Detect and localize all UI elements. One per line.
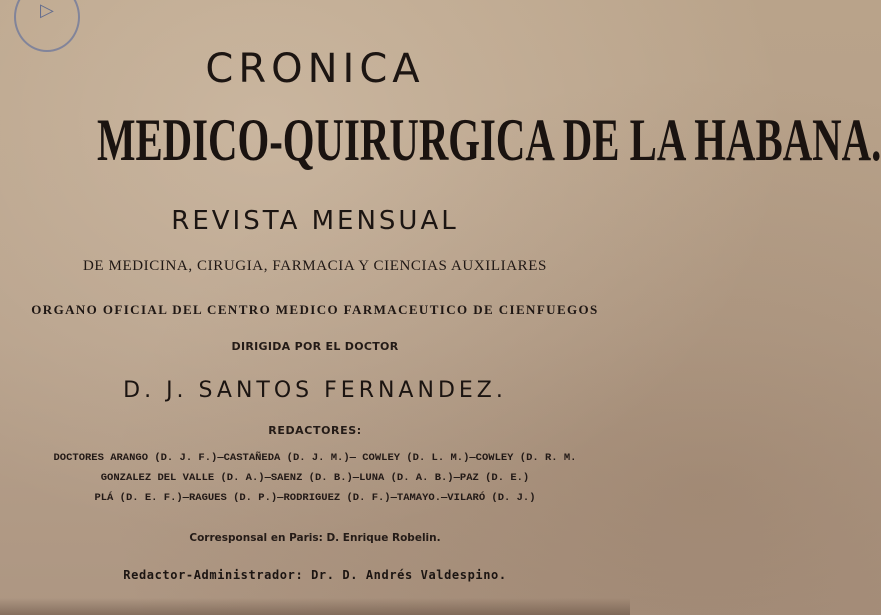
revista-mensual-heading: REVISTA MENSUAL bbox=[171, 206, 459, 236]
redactores-line-2: GONZALEZ DEL VALLE (D. A.)—SAENZ (D. B.)—LUNA (D. A. B.)—PAZ (D. E.) bbox=[100, 472, 530, 484]
journal-title-main: MEDICO-QUIRURGICA DE LA HABANA. bbox=[96, 107, 881, 173]
redactores-line-3: PLÁ (D. E. F.)—RAGUES (D. P.)—RODRIGUEZ (D. F.)—TAMAYO.—VILARÓ (D. J.) bbox=[94, 492, 536, 504]
stamp-mark-icon: ▷ bbox=[40, 0, 54, 21]
page-bottom-edge bbox=[0, 598, 630, 615]
director-name: D. J. SANTOS FERNANDEZ. bbox=[123, 378, 507, 403]
redactores-line-1: DOCTORES ARANGO (D. J. F.)—CASTAÑEDA (D. J. M.)— COWLEY (D. L. M.)—COWLEY (D. R. M. bbox=[53, 452, 577, 464]
topics-line: DE MEDICINA, CIRUGIA, FARMACIA Y CIENCIAS AUXILIARES bbox=[83, 258, 547, 274]
organo-oficial-line: ORGANO OFICIAL DEL CENTRO MEDICO FARMACEUTICO DE CIENFUEGOS bbox=[31, 302, 599, 317]
redactores-heading: REDACTORES: bbox=[268, 424, 362, 437]
redactor-administrador-line: Redactor-Administrador: Dr. D. Andrés Valdespino. bbox=[123, 568, 507, 582]
corresponsal-line: Corresponsal en Paris: D. Enrique Robelin. bbox=[189, 532, 441, 544]
journal-title-small: CRONICA bbox=[205, 46, 425, 92]
dirigida-line: DIRIGIDA POR EL DOCTOR bbox=[231, 340, 399, 353]
